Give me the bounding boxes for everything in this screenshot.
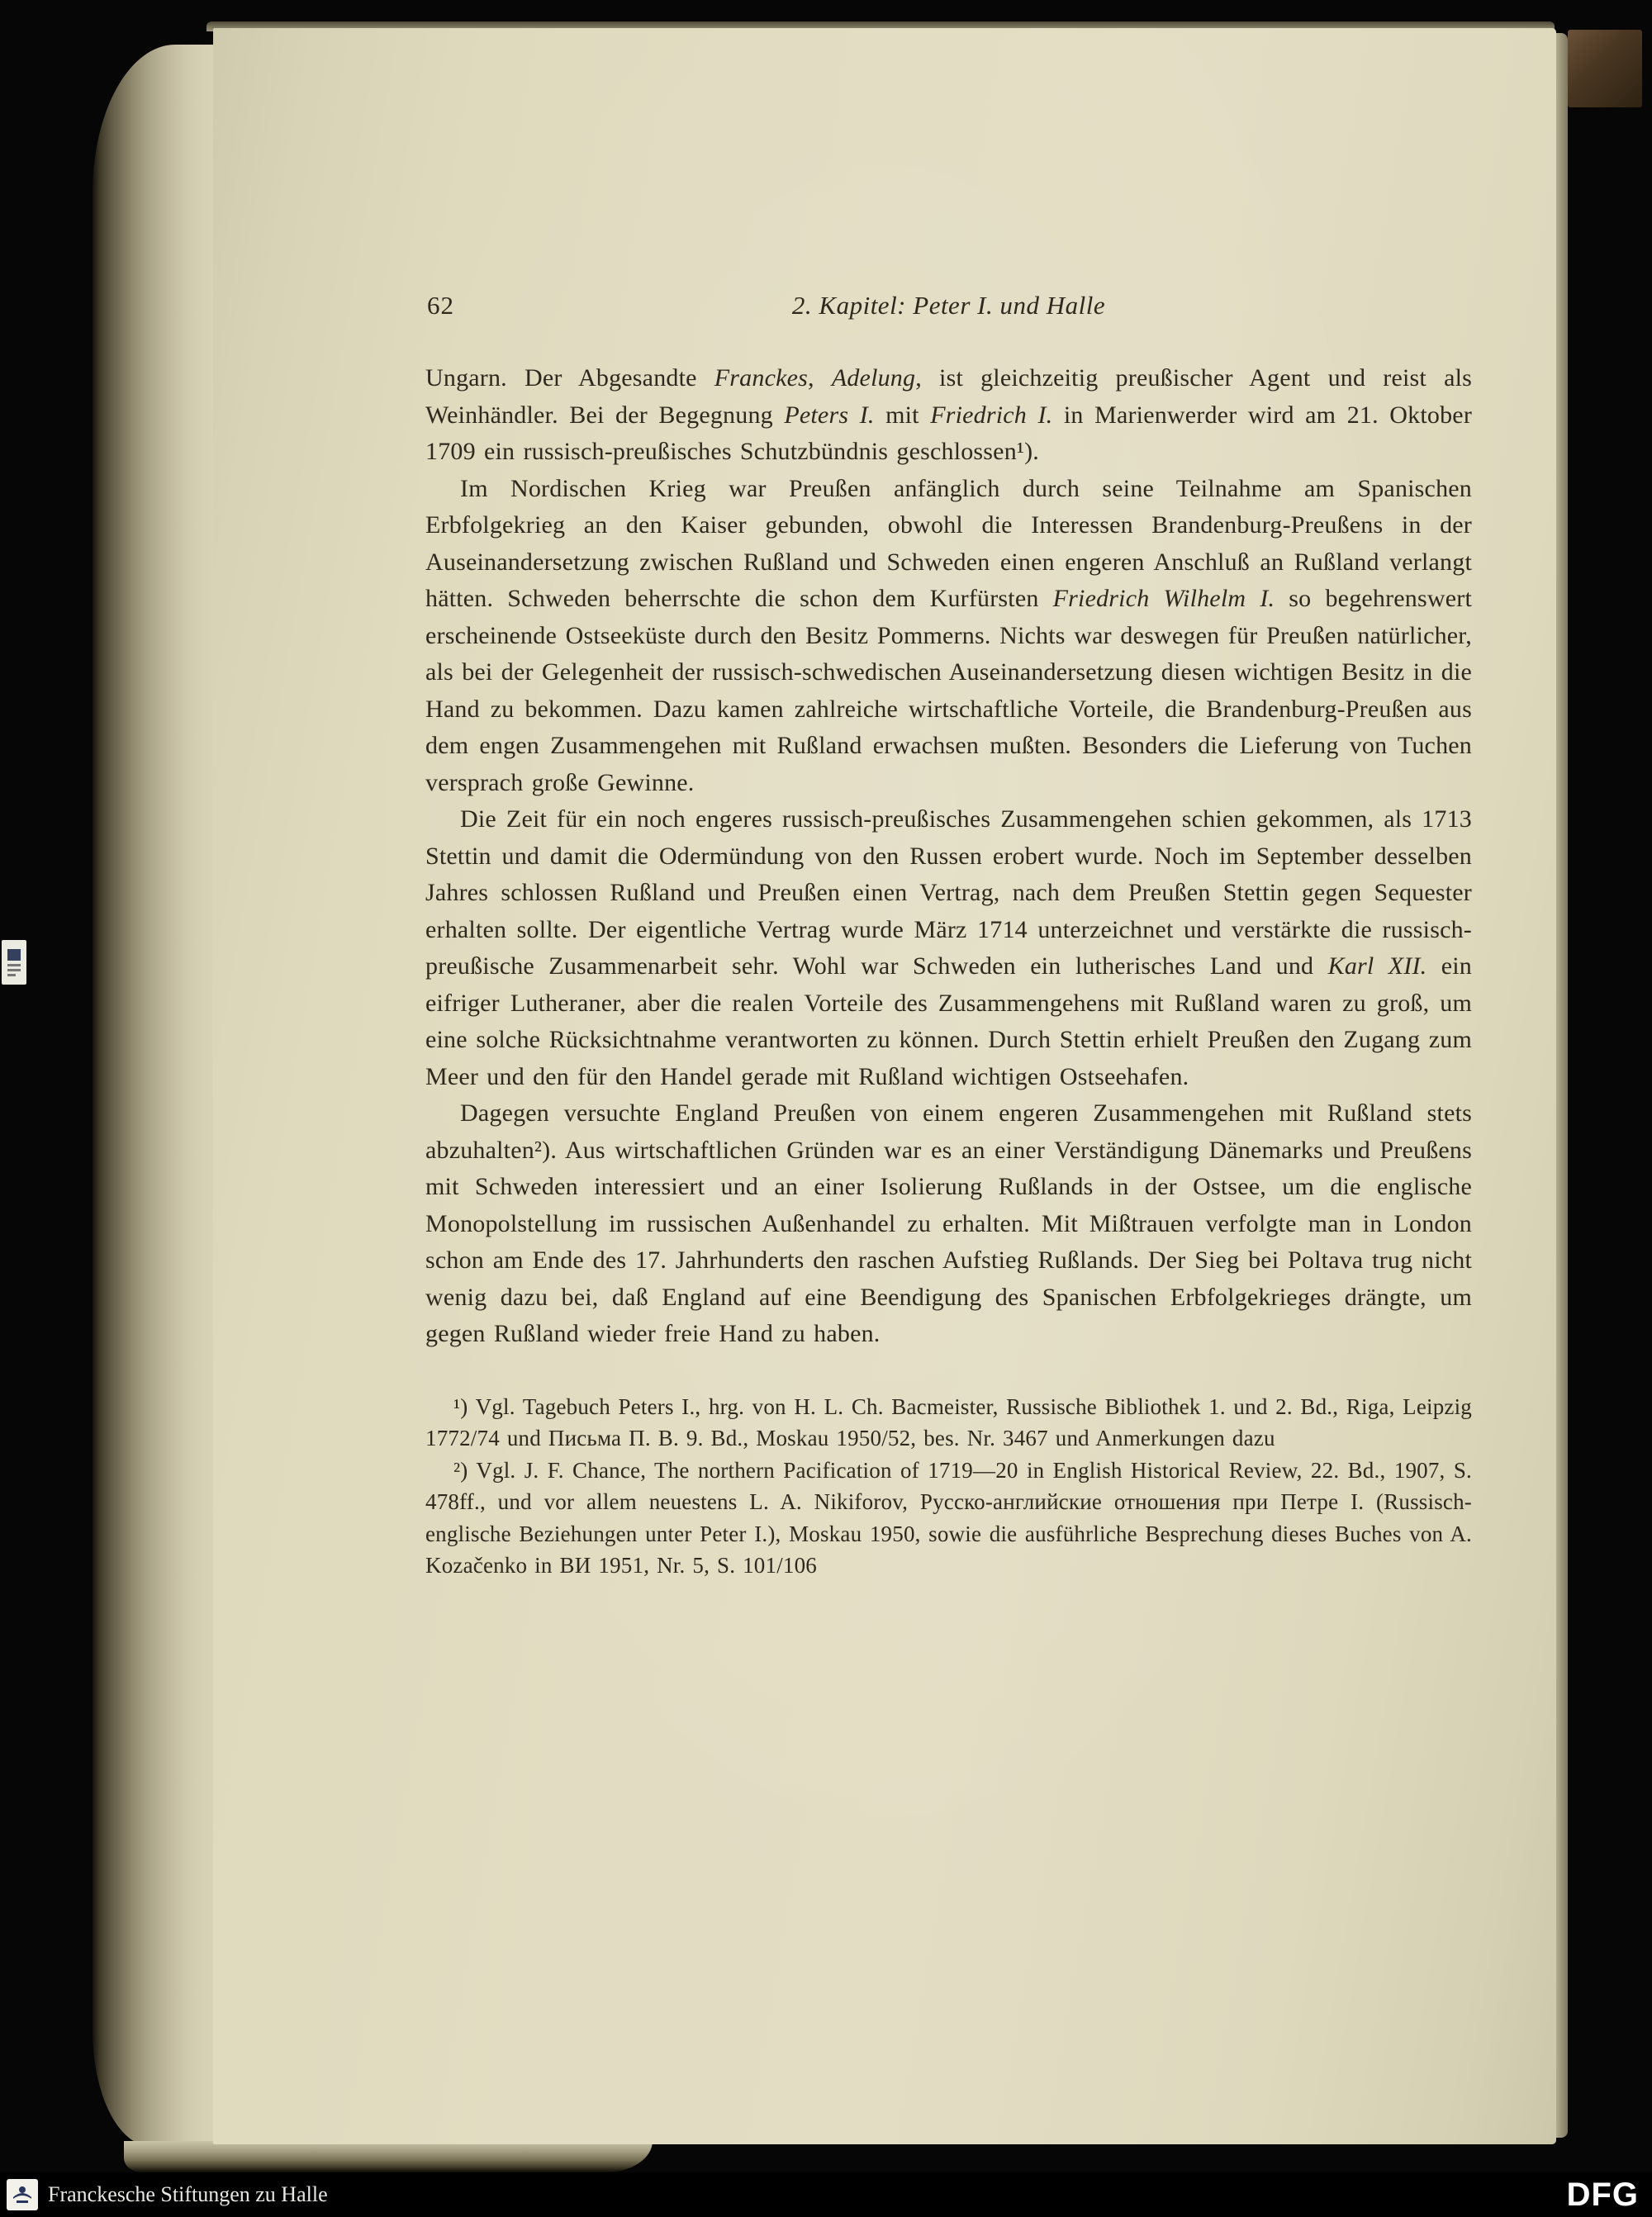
franckesche-emblem-icon [7,2179,38,2210]
footnote-1: ¹) Vgl. Tagebuch Peters I., hrg. von H. L. Ch. Bacmeister, Russische Bibliothek 1. und 2. Bd., Riga, Leipzig 1772/74 und Письма П. В. 9. Bd., Moskau 1950/52, bes. Nr. 3467 und Anmerkungen dazu [425,1393,1472,1450]
page-number: 62 [427,291,454,320]
paragraph-1: Ungarn. Der Abgesandte Franckes, Adelung, ist gleichzeitig preußischer Agent und reist als Weinhändler. Bei der Begegnung Peters I. mit Friedrich I. in Marienwerder wird am 21. Oktober 1709 ein russisch-preußisches Schutzbündnis geschlossen¹). [425,364,1473,465]
footnotes-block [425,1391,1472,1582]
next-page-edge [1556,33,1568,2138]
eagle-emblem-icon [12,2184,33,2205]
footer-institution [7,2179,328,2210]
paragraph-4: Dagegen versuchte England Preußen von einem engeren Zusammengehen mit Rußland stets abzuhalten²). Aus wirtschaftlichen Gründen war es an einer Verständigung Dänemarks und Preußens mit Schweden interessiert und an einer Isolierung Rußlands in der Ostsee, um die englische Monopolstellung im russischen Außenhandel zu erhalten. Mit Mißtrauen verfolgte man in London schon am Ende des 17. Jahrhunderts den raschen Aufstieg Rußlands. Der Sieg bei Poltava trug nicht wenig dazu bei, daß England auf eine Beendigung des Spanischen Erbfolgekrieges drängte, um gegen Rußland wieder freie Hand zu haben. [425,1099,1472,1347]
page-stack-left-edge [93,45,216,2146]
page-text-block [425,28,1472,2144]
book-page [213,28,1556,2144]
paragraph-3: Die Zeit für ein noch engeres russisch-preußisches Zusammengehen schien gekommen, als 1713 Stettin und damit die Odermündung von den Russen erobert wurde. Noch im September desselben Jahres schlossen Rußland und Preußen einen Vertrag, nach dem Preußen Stettin gegen Sequester erhalten sollte. Der eigentliche Vertrag wurde März 1714 unterzeichnet und verstärkte die russisch-preußische Zusammenarbeit sehr. Wohl war Schweden ein lutherisches Land und Karl XII. ein eifriger Lutheraner, aber die realen Vorteile des Zusammengehens mit Rußland waren zu groß, um eine solche Rücksichtnahme verantworten zu können. Durch Stettin erhielt Preußen den Zugang zum Meer und den für den Handel gerade mit Rußland wichtigen Ostseehafen. [425,805,1472,1090]
dfg-logo: DFG [1566,2176,1639,2213]
footer-institution-label: Franckesche Stiftungen zu Halle [48,2182,328,2206]
library-bookmark-logo [2,940,26,985]
viewer-footer-bar [0,2172,1652,2217]
paragraph-2: Im Nordischen Krieg war Preußen anfänglich durch seine Teilnahme am Spanischen Erbfolgekrieg an den Kaiser gebunden, obwohl die Interessen Brandenburg-Preußens in der Auseinandersetzung zwischen Rußland und Schweden einen engeren Anschluß an Rußland verlangt hätten. Schweden beherrschte die schon dem Kurfürsten Friedrich Wilhelm I. so begehrenswert erscheinende Ostseeküste durch den Besitz Pommerns. Nichts war deswegen für Preußen natürlicher, als bei der Gelegenheit der russisch-schwedischen Auseinandersetzung diesen wichtigen Besitz in die Hand zu bekommen. Dazu kamen zahlreiche wirtschaftliche Vorteile, die Brandenburg-Preußen aus dem engen Zusammengehen mit Rußland erwachsen mußten. Besonders die Lieferung von Tuchen versprach große Gewinne. [425,474,1472,796]
running-head: 2. Kapitel: Peter I. und Halle [791,291,1106,320]
page-header [425,291,1472,327]
footnote-2: ²) Vgl. J. F. Chance, The northern Pacification of 1719—20 in English Historical Review, 22. Bd., 1907, S. 478ff., und vor allem neuestens L. A. Nikiforov, Русско-английские отношения при Петре I. (Russisch-englische Beziehungen unter Peter I.), Moskau 1950, sowie die ausführliche Besprechung dieses Buches von A. Kozačenko in ВИ 1951, Nr. 5, S. 101/106 [425,1457,1472,1578]
book-cover-corner [1568,30,1642,107]
library-bookmark-icon [5,946,23,979]
page-stack-bottom-edge [124,2141,653,2172]
